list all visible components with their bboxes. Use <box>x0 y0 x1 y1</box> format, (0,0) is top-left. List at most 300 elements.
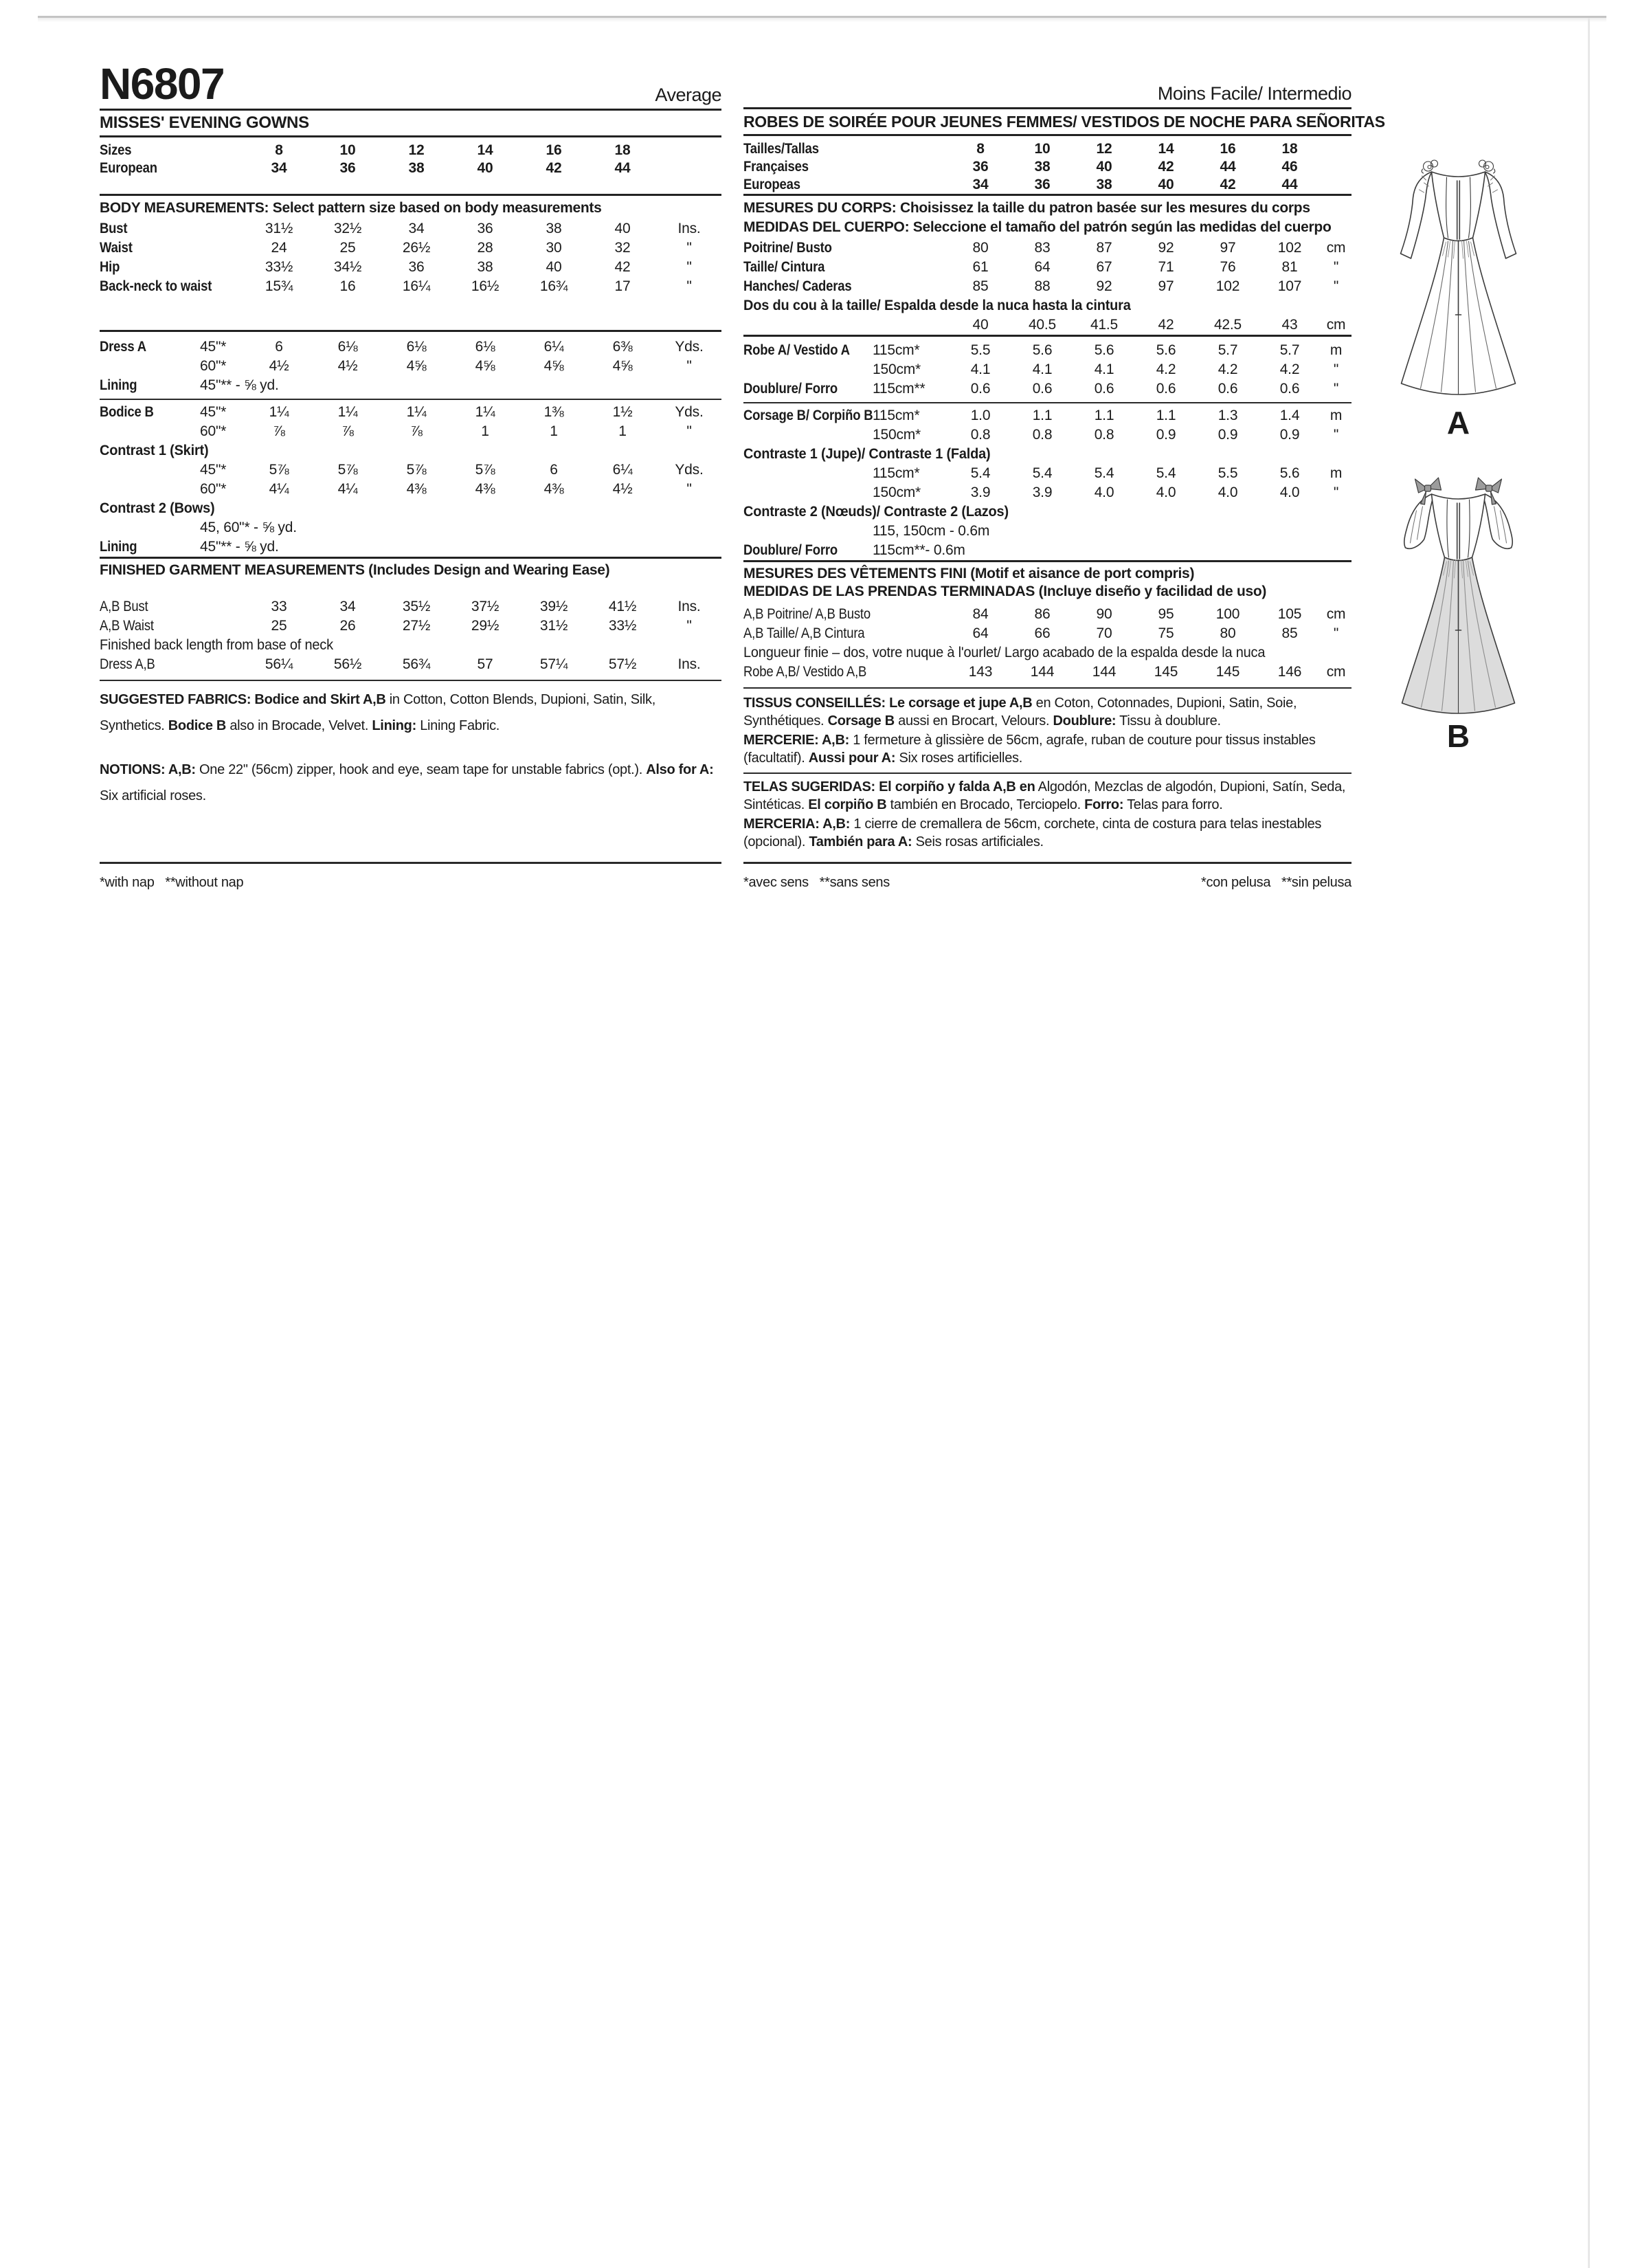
table-row <box>743 605 1351 624</box>
table-cell: 40 <box>1158 177 1174 192</box>
table-cell: 44 <box>1281 177 1298 192</box>
table-cell: Dress A <box>100 339 146 355</box>
table-cell: 36 <box>1034 177 1051 192</box>
table-cell: Robe A,B/ Vestido A,B <box>743 664 867 680</box>
table-cell: 81 <box>1281 259 1298 275</box>
table-cell: 42 <box>1220 177 1236 192</box>
yardage-section-english <box>100 330 721 557</box>
table-cell <box>657 142 721 159</box>
table-cell: 64 <box>1034 259 1051 275</box>
table-cell: Dress A,B <box>100 656 155 672</box>
table-cell: " <box>1333 625 1339 641</box>
table-cell: 5.6 <box>1032 342 1053 358</box>
table-cell: 4⅜ <box>543 481 564 497</box>
table-cell: 36 <box>339 160 356 176</box>
table-cell: 15¾ <box>265 278 293 294</box>
pattern-number: N6807 <box>100 59 225 109</box>
table-cell: " <box>1333 278 1339 294</box>
text-run: también en Brocado, Terciopelo. <box>886 797 1085 812</box>
table-cell: 12 <box>1096 141 1112 157</box>
table-cell <box>743 360 857 379</box>
table-cell: 85 <box>972 278 989 294</box>
table-row <box>743 663 1351 682</box>
table-row <box>743 483 1351 502</box>
table-cell: 85 <box>1281 625 1298 641</box>
table-cell: 5.5 <box>970 342 991 358</box>
table-cell: " <box>1333 259 1339 275</box>
table-cell: 18 <box>614 142 631 158</box>
table-cell: 36 <box>477 221 493 236</box>
table-cell: 1 <box>550 423 558 439</box>
table-cell: 43 <box>1281 317 1298 333</box>
table-cell: 0.6 <box>1279 381 1300 397</box>
table-cell: 40.5 <box>1028 317 1057 333</box>
table-cell: 83 <box>1034 240 1051 256</box>
table-cell: 45"** - ⅝ yd. <box>200 539 279 555</box>
table-cell: 5.4 <box>970 465 991 481</box>
table-cell: Bodice B <box>100 404 154 420</box>
body-measurements-heading: BODY MEASUREMENTS: Select pattern size based on body measurements <box>100 200 602 216</box>
table-cell: 57 <box>477 656 493 672</box>
table-cell: 143 <box>968 664 993 680</box>
text-run: También para A: <box>809 834 912 849</box>
table-cell: 4.2 <box>1279 362 1300 377</box>
table-cell: 5⅞ <box>406 462 427 478</box>
table-cell: " <box>686 240 692 256</box>
table-cell: 3.9 <box>970 485 991 500</box>
table-cell: 80 <box>972 240 989 256</box>
table-row: Contraste 1 (Jupe)/ Contraste 1 (Falda) <box>743 446 991 462</box>
table-cell: 1¼ <box>475 404 495 420</box>
text-run: Doublure: <box>1053 713 1117 729</box>
table-cell: 4½ <box>337 358 358 374</box>
dress-a-line-art <box>1384 150 1532 404</box>
table-cell: " <box>1333 485 1339 500</box>
table-cell: 5.7 <box>1279 342 1300 358</box>
text-run: Six artificial roses. <box>100 788 206 803</box>
table-cell: 6⅜ <box>612 339 633 355</box>
table-cell: cm <box>1326 317 1346 333</box>
table-cell <box>1321 176 1351 194</box>
table-cell: 27½ <box>402 618 431 634</box>
table-cell: 26½ <box>402 240 431 256</box>
table-cell: ⅞ <box>410 423 423 439</box>
suggested-fabrics-paragraph <box>100 687 721 739</box>
table-cell: cm <box>1326 240 1346 256</box>
table-cell: 145 <box>1154 664 1178 680</box>
table-cell: 71 <box>1158 259 1174 275</box>
table-cell: 102 <box>1277 240 1302 256</box>
text-run: Seis rosas artificiales. <box>912 834 1044 849</box>
table-cell: Yds. <box>675 462 704 478</box>
table-cell: 1.1 <box>1156 408 1176 423</box>
table-cell <box>743 522 857 541</box>
table-row <box>100 142 721 159</box>
table-cell: 31½ <box>539 618 568 634</box>
table-cell: 34 <box>271 160 287 176</box>
table-cell: 1.1 <box>1032 408 1053 423</box>
table-cell: A,B Taille/ A,B Cintura <box>743 625 865 641</box>
footnote-english-text: *with nap **without nap <box>100 875 244 890</box>
table-row <box>743 522 1351 541</box>
table-cell: Françaises <box>743 159 809 175</box>
table-row <box>743 360 1351 379</box>
sizes-table-english <box>100 137 721 177</box>
table-cell: 0.6 <box>1094 381 1114 397</box>
table-cell: " <box>686 618 692 634</box>
table-cell: 30 <box>546 240 562 256</box>
table-row <box>100 376 721 395</box>
text-run: MERCERIA: A,B: <box>743 816 851 832</box>
table-cell: 4.0 <box>1094 485 1114 500</box>
table-cell: 4.0 <box>1279 485 1300 500</box>
table-cell: Back-neck to waist <box>100 278 212 294</box>
body-measurements-section-intl <box>743 194 1351 335</box>
text-run: aussi en Brocart, Velours. <box>894 713 1053 729</box>
table-cell: 75 <box>1158 625 1174 641</box>
table-cell: 32½ <box>333 221 362 236</box>
section-divider <box>743 772 1351 774</box>
table-cell: 26 <box>339 618 356 634</box>
table-row <box>743 238 1351 258</box>
table-cell: 0.6 <box>1032 381 1053 397</box>
table-cell: 5.7 <box>1218 342 1238 358</box>
table-cell: 6¼ <box>543 339 564 355</box>
table-cell: Bust <box>100 221 128 236</box>
header-intl <box>743 77 1351 109</box>
garment-title-intl <box>743 109 1385 136</box>
table-cell: 100 <box>1215 606 1240 622</box>
table-cell: 5.6 <box>1094 342 1114 358</box>
text-run: MERCERIE: A,B: <box>743 733 849 748</box>
table-cell: 42 <box>546 160 562 176</box>
table-cell: 4½ <box>269 358 289 374</box>
table-cell: 56¼ <box>265 656 293 672</box>
table-row <box>743 541 1351 560</box>
table-row <box>743 158 1351 176</box>
table-cell <box>1321 140 1351 158</box>
table-cell: 1¼ <box>337 404 358 420</box>
table-cell: 4⅝ <box>612 358 633 374</box>
text-run: El corpiño B <box>808 797 887 812</box>
yardage-table-english <box>100 337 721 557</box>
difficulty-english: Average <box>655 85 721 105</box>
table-row <box>743 464 1351 483</box>
table-cell: 5.6 <box>1156 342 1176 358</box>
table-cell: 39½ <box>539 599 568 614</box>
tissus-paragraph <box>743 694 1351 730</box>
sheet-top-shadow <box>38 18 1606 22</box>
difficulty-intl: Moins Facile/ Intermedio <box>1157 83 1351 104</box>
table-cell: 5.4 <box>1156 465 1176 481</box>
table-cell: 144 <box>1030 664 1055 680</box>
table-cell: 41½ <box>608 599 637 614</box>
table-cell: 5⅞ <box>337 462 358 478</box>
view-b-label: B <box>1446 718 1470 754</box>
text-run: Lining Fabric. <box>416 718 500 733</box>
footnote-spanish-text: *con pelusa **sin pelusa <box>1200 875 1351 890</box>
table-cell: 38 <box>1034 159 1051 175</box>
table-cell: Taille/ Cintura <box>743 259 825 275</box>
table-cell: 92 <box>1096 278 1112 294</box>
table-row <box>743 277 1351 296</box>
table-cell: 4¼ <box>269 481 289 497</box>
table-cell: " <box>1333 362 1339 377</box>
garment-title-intl-text: ROBES DE SOIRÉE POUR JEUNES FEMMES/ VESTIDOS DE NOCHE PARA SEÑORITAS <box>743 112 1385 131</box>
finished-measurements-table <box>100 597 721 674</box>
table-cell: 0.6 <box>1218 381 1238 397</box>
table-cell: 115cm**- 0.6m <box>873 542 965 558</box>
table-cell: Poitrine/ Busto <box>743 240 832 256</box>
table-cell: 4.2 <box>1218 362 1238 377</box>
table-cell: 4⅝ <box>406 358 427 374</box>
table-cell: 25 <box>339 240 356 256</box>
table-cell: 76 <box>1220 259 1236 275</box>
body-measurements-heading-es: MEDIDAS DEL CUERPO: Seleccione el tamaño del patrón según las medidas del cuerpo <box>743 219 1332 235</box>
text-run: SUGGESTED FABRICS: Bodice and Skirt A,B <box>100 692 386 707</box>
table-row <box>100 159 721 177</box>
table-cell: 34 <box>408 221 425 236</box>
table-cell: 5.5 <box>1218 465 1238 481</box>
header <box>100 59 721 111</box>
table-cell: 38 <box>477 259 493 275</box>
table-cell: Yds. <box>675 404 704 420</box>
table-cell: 145 <box>1215 664 1240 680</box>
table-cell: 12 <box>408 142 425 158</box>
text-run: 1 fermeture à glissière de 56cm, agrafe, ruban de couture pour tissus instables (facultatif). <box>743 733 1316 766</box>
footnote-french-text: *avec sens **sans sens <box>743 875 890 890</box>
table-row <box>100 655 721 674</box>
table-cell: 115cm* <box>873 408 920 423</box>
table-cell: 36 <box>972 159 989 175</box>
yardage-section-intl <box>743 335 1351 560</box>
table-row <box>100 337 721 357</box>
table-cell: 1 <box>618 423 627 439</box>
table-cell: 40 <box>546 259 562 275</box>
table-cell: 28 <box>477 240 493 256</box>
table-row <box>100 518 721 537</box>
table-cell: 67 <box>1096 259 1112 275</box>
table-cell: " <box>686 358 692 374</box>
footnote-english <box>100 862 721 891</box>
table-cell: 115cm** <box>873 381 926 397</box>
table-row <box>743 140 1351 158</box>
table-cell: 0.8 <box>1094 427 1114 443</box>
table-cell: 4.2 <box>1156 362 1176 377</box>
table-cell: 4⅝ <box>543 358 564 374</box>
table-cell: A,B Bust <box>100 599 148 614</box>
table-cell: 60"* <box>200 423 227 439</box>
table-cell: 0.8 <box>1032 427 1053 443</box>
dress-b-bodice <box>1432 494 1485 561</box>
table-row <box>743 406 1351 425</box>
table-row <box>100 219 721 238</box>
text-run: in Cotton, Cotton Blends, Dupioni, Satin, Silk, Synthetics. <box>100 692 656 733</box>
finished-measurements-heading: FINISHED GARMENT MEASUREMENTS (Includes Design and Wearing Ease) <box>100 562 610 578</box>
table-cell: " <box>1333 381 1339 397</box>
table-row <box>743 176 1351 194</box>
table-cell: 1.0 <box>970 408 991 423</box>
body-measurements-table <box>100 219 721 296</box>
table-row <box>100 403 721 422</box>
table-cell: 6⅛ <box>337 339 358 355</box>
table-cell: 3.9 <box>1032 485 1053 500</box>
table-cell: 44 <box>1220 159 1236 175</box>
table-cell: 60"* <box>200 358 227 374</box>
table-row <box>100 537 721 557</box>
table-cell: 33½ <box>608 618 637 634</box>
table-cell: Tailles/Tallas <box>743 141 819 157</box>
table-cell: Ins. <box>677 221 701 236</box>
table-row <box>100 480 721 499</box>
table-row <box>100 277 721 296</box>
table-cell: 5.4 <box>1094 465 1114 481</box>
table-cell: 1⅜ <box>543 404 564 420</box>
finished-measurements-section-intl <box>743 560 1351 689</box>
table-cell <box>1321 158 1351 176</box>
table-cell: European <box>100 160 157 176</box>
table-cell: 42 <box>614 259 631 275</box>
text-run: TELAS SUGERIDAS: El corpiño y falda A,B en <box>743 779 1035 794</box>
yardage-table-intl <box>743 341 1351 560</box>
table-row <box>743 425 1351 445</box>
table-row <box>100 238 721 258</box>
table-cell: 44 <box>614 160 631 176</box>
table-cell: 88 <box>1034 278 1051 294</box>
text-run: Lining: <box>372 718 416 733</box>
table-cell <box>657 159 721 177</box>
table-cell: 150cm* <box>873 485 921 500</box>
table-cell: 16 <box>546 142 562 158</box>
table-cell: cm <box>1326 664 1346 680</box>
merceria-paragraph <box>743 815 1351 851</box>
notions-paragraph <box>100 757 721 809</box>
table-cell: 86 <box>1034 606 1051 622</box>
table-cell: Hip <box>100 259 120 275</box>
table-cell: 90 <box>1096 606 1112 622</box>
table-cell: 16½ <box>471 278 500 294</box>
table-cell: 33½ <box>265 259 293 275</box>
dress-a-bodice <box>1432 172 1485 241</box>
finished-measurements-section-english <box>100 557 721 681</box>
table-cell: 97 <box>1158 278 1174 294</box>
table-cell: 5.4 <box>1032 465 1053 481</box>
table-cell: 115cm* <box>873 465 920 481</box>
table-cell: Yds. <box>675 339 704 355</box>
table-cell: 34 <box>972 177 989 192</box>
table-cell <box>743 483 857 502</box>
table-cell: 25 <box>271 618 287 634</box>
text-run: Forro: <box>1084 797 1124 812</box>
table-cell: 57¼ <box>539 656 568 672</box>
table-cell: 24 <box>271 240 287 256</box>
table-cell: 102 <box>1215 278 1240 294</box>
table-divider <box>743 402 1351 403</box>
table-cell: 29½ <box>471 618 500 634</box>
table-cell: 66 <box>1034 625 1051 641</box>
table-row <box>100 357 721 376</box>
text-run: Aussi pour A: <box>808 751 896 766</box>
table-cell <box>100 460 188 480</box>
view-a-label: A <box>1446 405 1470 441</box>
table-row: Dos du cou à la taille/ Espalda desde la nuca hasta la cintura <box>743 298 1131 313</box>
table-cell: 61 <box>972 259 989 275</box>
text-run: NOTIONS: A,B: <box>100 762 196 777</box>
table-row <box>743 624 1351 643</box>
table-cell: Hanches/ Caderas <box>743 278 852 294</box>
table-cell <box>100 357 188 376</box>
table-cell: 0.6 <box>970 381 991 397</box>
dress-b-skirt <box>1402 557 1515 713</box>
text-run: 1 cierre de cremallera de 56cm, corchete, cinta de costura para telas inestables (opcional). <box>743 816 1322 849</box>
table-cell: 45"** - ⅝ yd. <box>200 377 279 393</box>
table-row <box>100 460 721 480</box>
table-cell: 1 <box>481 423 489 439</box>
table-cell: 0.8 <box>970 427 991 443</box>
table-row <box>100 422 721 441</box>
table-cell: 46 <box>1281 159 1298 175</box>
table-row: Longueur finie – dos, votre nuque à l'ourlet/ Largo acabado de la espalda desde la nuca <box>743 645 1266 660</box>
table-cell: 6⅛ <box>406 339 427 355</box>
table-cell: " <box>686 481 692 497</box>
table-cell: 32 <box>614 240 631 256</box>
table-cell: Robe A/ Vestido A <box>743 342 850 358</box>
text-run: TISSUS CONSEILLÉS: Le corsage et jupe A,B <box>743 696 1033 711</box>
rose-icon <box>1422 160 1495 173</box>
table-cell: Lining <box>100 377 137 393</box>
table-cell: 14 <box>477 142 493 158</box>
table-cell <box>100 480 188 499</box>
table-cell: 45"* <box>200 404 227 420</box>
table-cell: 115cm* <box>873 342 920 358</box>
table-cell: 10 <box>339 142 356 158</box>
table-cell: 84 <box>972 606 989 622</box>
body-measurements-table-intl <box>743 238 1351 335</box>
table-cell: 105 <box>1277 606 1302 622</box>
table-cell: 34 <box>339 599 356 614</box>
text-run: en Coton, Cotonnades, Dupioni, Satin, Soie, Synthétiques. <box>743 696 1297 729</box>
table-row <box>743 315 1351 335</box>
table-cell: m <box>1330 465 1343 481</box>
table-cell: 40 <box>1096 159 1112 175</box>
table-row <box>100 597 721 616</box>
finished-heading-es: MEDIDAS DE LAS PRENDAS TERMINADAS (Incluye diseño y facilidad de uso) <box>743 583 1267 599</box>
table-row <box>743 258 1351 277</box>
table-cell: 45"* <box>200 462 227 478</box>
table-cell: 0.6 <box>1156 381 1176 397</box>
table-cell: 5⅞ <box>475 462 495 478</box>
table-cell: 1.1 <box>1094 408 1114 423</box>
finished-measurements-table-intl <box>743 605 1351 682</box>
table-cell: 57½ <box>608 656 637 672</box>
table-cell: 1¼ <box>269 404 289 420</box>
table-cell: Lining <box>100 539 137 555</box>
table-cell: 146 <box>1277 664 1302 680</box>
footnote-intl <box>743 862 1351 891</box>
table-cell: 16¾ <box>539 278 568 294</box>
table-row <box>100 616 721 636</box>
table-cell: 70 <box>1096 625 1112 641</box>
text-run: Algodón, Mezclas de algodón, Dupioni, Satín, Seda, Sintéticas. <box>743 779 1346 812</box>
table-row <box>743 341 1351 360</box>
table-cell: 0.9 <box>1279 427 1300 443</box>
table-cell: 56½ <box>333 656 362 672</box>
table-cell: 34½ <box>333 259 362 275</box>
table-cell: 40 <box>614 221 631 236</box>
table-cell: 40 <box>477 160 493 176</box>
table-cell: Ins. <box>677 599 701 614</box>
table-cell: 6¼ <box>612 462 633 478</box>
